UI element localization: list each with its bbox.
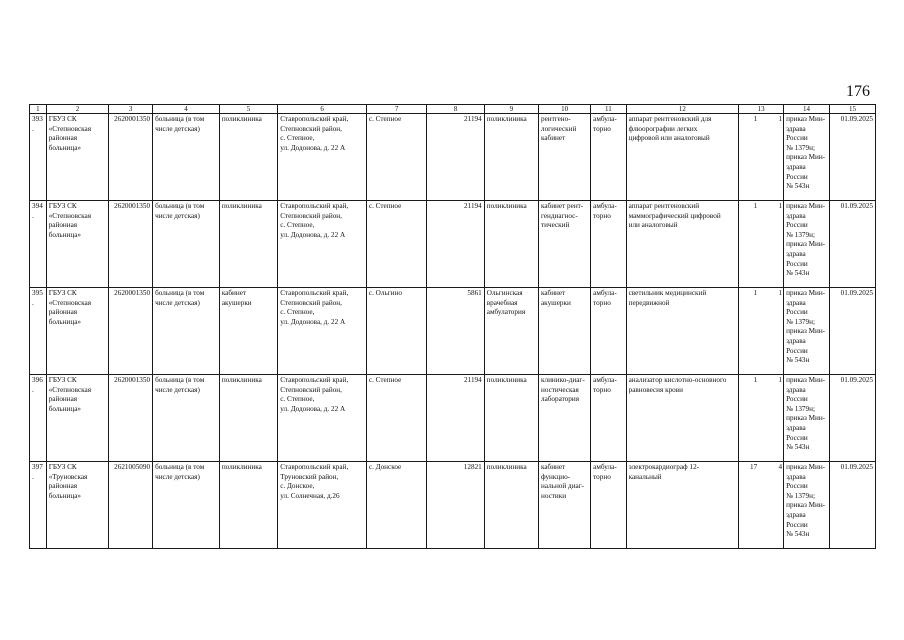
- cabinet: кабинет функцио- нальной диаг- ностики: [538, 462, 590, 549]
- legal-basis: приказ Мин- здрава России № 1379н; приказ Мин- здрава России № 543н: [784, 375, 830, 462]
- column-number-4: 4: [153, 105, 220, 114]
- division: поликлиника: [484, 375, 538, 462]
- column-number-7: 7: [366, 105, 427, 114]
- locality: с. Донское: [366, 462, 427, 549]
- locality: с. Степное: [366, 114, 427, 201]
- organization-type: больница (в том числе детская): [153, 288, 220, 375]
- column-number-9: 9: [484, 105, 538, 114]
- division: поликлиника: [484, 462, 538, 549]
- legal-basis: приказ Мин- здрава России № 1379н; приказ Мин- здрава России № 543н: [784, 201, 830, 288]
- address: Ставропольский край, Степновский район, с. Степное, ул. Додонова, д. 22 А: [278, 375, 367, 462]
- organization-code: 2620001350: [109, 375, 153, 462]
- column-number-13: 13: [739, 105, 784, 114]
- quantity-standard-value: 17: [749, 463, 758, 471]
- quantity-required-value: 1: [778, 202, 783, 210]
- equipment-name: аппарат рентгеновский для флюорографии легких цифровой или аналоговый: [626, 114, 739, 201]
- quantity-standard-value: 1: [753, 289, 758, 297]
- table-row: [30, 288, 876, 375]
- quantity-standard-value: 1: [753, 202, 758, 210]
- page-number: 176: [846, 83, 870, 100]
- column-number-6: 6: [278, 105, 367, 114]
- column-number-11: 11: [591, 105, 626, 114]
- quantity-standard-value: 1: [753, 376, 758, 384]
- row-number: 394.: [30, 201, 47, 288]
- quantity-standard-value: 1: [753, 115, 758, 123]
- population: 12821: [427, 462, 484, 549]
- quantity-required-value: 1: [778, 376, 783, 384]
- quantity-standard: [739, 288, 784, 375]
- locality: с. Ольгино: [366, 288, 427, 375]
- locality: с. Степное: [366, 375, 427, 462]
- care-form: амбула- торно: [591, 462, 626, 549]
- date: 01.09.2025: [829, 462, 875, 549]
- care-form: амбула- торно: [591, 375, 626, 462]
- legal-basis: приказ Мин- здрава России № 1379н; приказ Мин- здрава России № 543н: [784, 462, 830, 549]
- date: 01.09.2025: [829, 201, 875, 288]
- organization-code: 2620001350: [109, 114, 153, 201]
- cabinet: клинико-диаг- ностическая лаборатория: [538, 375, 590, 462]
- organization-name: ГБУЗ СК «Степновская районная больница»: [46, 288, 109, 375]
- division: поликлиника: [484, 114, 538, 201]
- structural-unit: поликлиника: [219, 201, 277, 288]
- organization-name: ГБУЗ СК «Степновская районная больница»: [46, 201, 109, 288]
- cabinet: кабинет акушерки: [538, 288, 590, 375]
- address: Ставропольский край, Степновский район, с. Степное, ул. Додонова, д. 22 А: [278, 114, 367, 201]
- equipment-name: аппарат рентгеновский маммографический цифровой или аналоговый: [626, 201, 739, 288]
- quantity-required-value: 1: [778, 289, 783, 297]
- column-number-3: 3: [109, 105, 153, 114]
- column-number-15: 15: [829, 105, 875, 114]
- organization-code: 2620001350: [109, 201, 153, 288]
- structural-unit: поликлиника: [219, 462, 277, 549]
- quantity-required-value: 4: [778, 463, 783, 471]
- cabinet: кабинет рент- гендиагнос- тический: [538, 201, 590, 288]
- address: Ставропольский край, Труновский район, с. Донское, ул. Солнечная, д.26: [278, 462, 367, 549]
- table-row: [30, 114, 876, 201]
- equipment-name: светильник медицинский передвижной: [626, 288, 739, 375]
- table-row: [30, 375, 876, 462]
- date: 01.09.2025: [829, 114, 875, 201]
- date: 01.09.2025: [829, 288, 875, 375]
- legal-basis: приказ Мин- здрава России № 1379н; приказ Мин- здрава России № 543н: [784, 114, 830, 201]
- date: 01.09.2025: [829, 375, 875, 462]
- row-number: 395.: [30, 288, 47, 375]
- division: Ольгинская врачебная амбулатория: [484, 288, 538, 375]
- organization-name: ГБУЗ СК «Степновская районная больница»: [46, 375, 109, 462]
- table-row: [30, 462, 876, 549]
- table-row: [30, 201, 876, 288]
- column-number-10: 10: [538, 105, 590, 114]
- organization-type: больница (в том числе детская): [153, 462, 220, 549]
- division: поликлиника: [484, 201, 538, 288]
- equipment-name: анализатор кислотно-основного равновесия крови: [626, 375, 739, 462]
- cabinet: рентгено- логический кабинет: [538, 114, 590, 201]
- care-form: амбула- торно: [591, 114, 626, 201]
- population: 5861: [427, 288, 484, 375]
- equipment-register-table: [29, 104, 876, 549]
- column-number-5: 5: [219, 105, 277, 114]
- column-number-2: 2: [46, 105, 109, 114]
- row-number: 397.: [30, 462, 47, 549]
- structural-unit: поликлиника: [219, 375, 277, 462]
- column-number-1: 1: [30, 105, 47, 114]
- quantity-required-value: 1: [778, 115, 783, 123]
- locality: с. Степное: [366, 201, 427, 288]
- column-number-14: 14: [784, 105, 830, 114]
- quantity-standard: [739, 114, 784, 201]
- organization-type: больница (в том числе детская): [153, 114, 220, 201]
- legal-basis: приказ Мин- здрава России № 1379н; приказ Мин- здрава России № 543н: [784, 288, 830, 375]
- structural-unit: поликлиника: [219, 114, 277, 201]
- row-number: 393.: [30, 114, 47, 201]
- address: Ставропольский край, Степновский район, с. Степное, ул. Додонова, д. 22 А: [278, 201, 367, 288]
- row-number: 396.: [30, 375, 47, 462]
- organization-name: ГБУЗ СК «Степновская районная больница»: [46, 114, 109, 201]
- population: 21194: [427, 114, 484, 201]
- column-number-row: [30, 105, 876, 114]
- population: 21194: [427, 201, 484, 288]
- care-form: амбула- торно: [591, 288, 626, 375]
- structural-unit: кабинет акушерки: [219, 288, 277, 375]
- care-form: амбула- торно: [591, 201, 626, 288]
- population: 21194: [427, 375, 484, 462]
- organization-type: больница (в том числе детская): [153, 201, 220, 288]
- organization-type: больница (в том числе детская): [153, 375, 220, 462]
- organization-name: ГБУЗ СК «Труновская районная больница»: [46, 462, 109, 549]
- column-number-12: 12: [626, 105, 739, 114]
- equipment-name: электрокардиограф 12- канальный: [626, 462, 739, 549]
- quantity-standard: [739, 375, 784, 462]
- quantity-standard: [739, 462, 784, 549]
- organization-code: 2621005090: [109, 462, 153, 549]
- address: Ставропольский край, Степновский район, с. Степное, ул. Додонова, д. 22 А: [278, 288, 367, 375]
- quantity-standard: [739, 201, 784, 288]
- organization-code: 2620001350: [109, 288, 153, 375]
- column-number-8: 8: [427, 105, 484, 114]
